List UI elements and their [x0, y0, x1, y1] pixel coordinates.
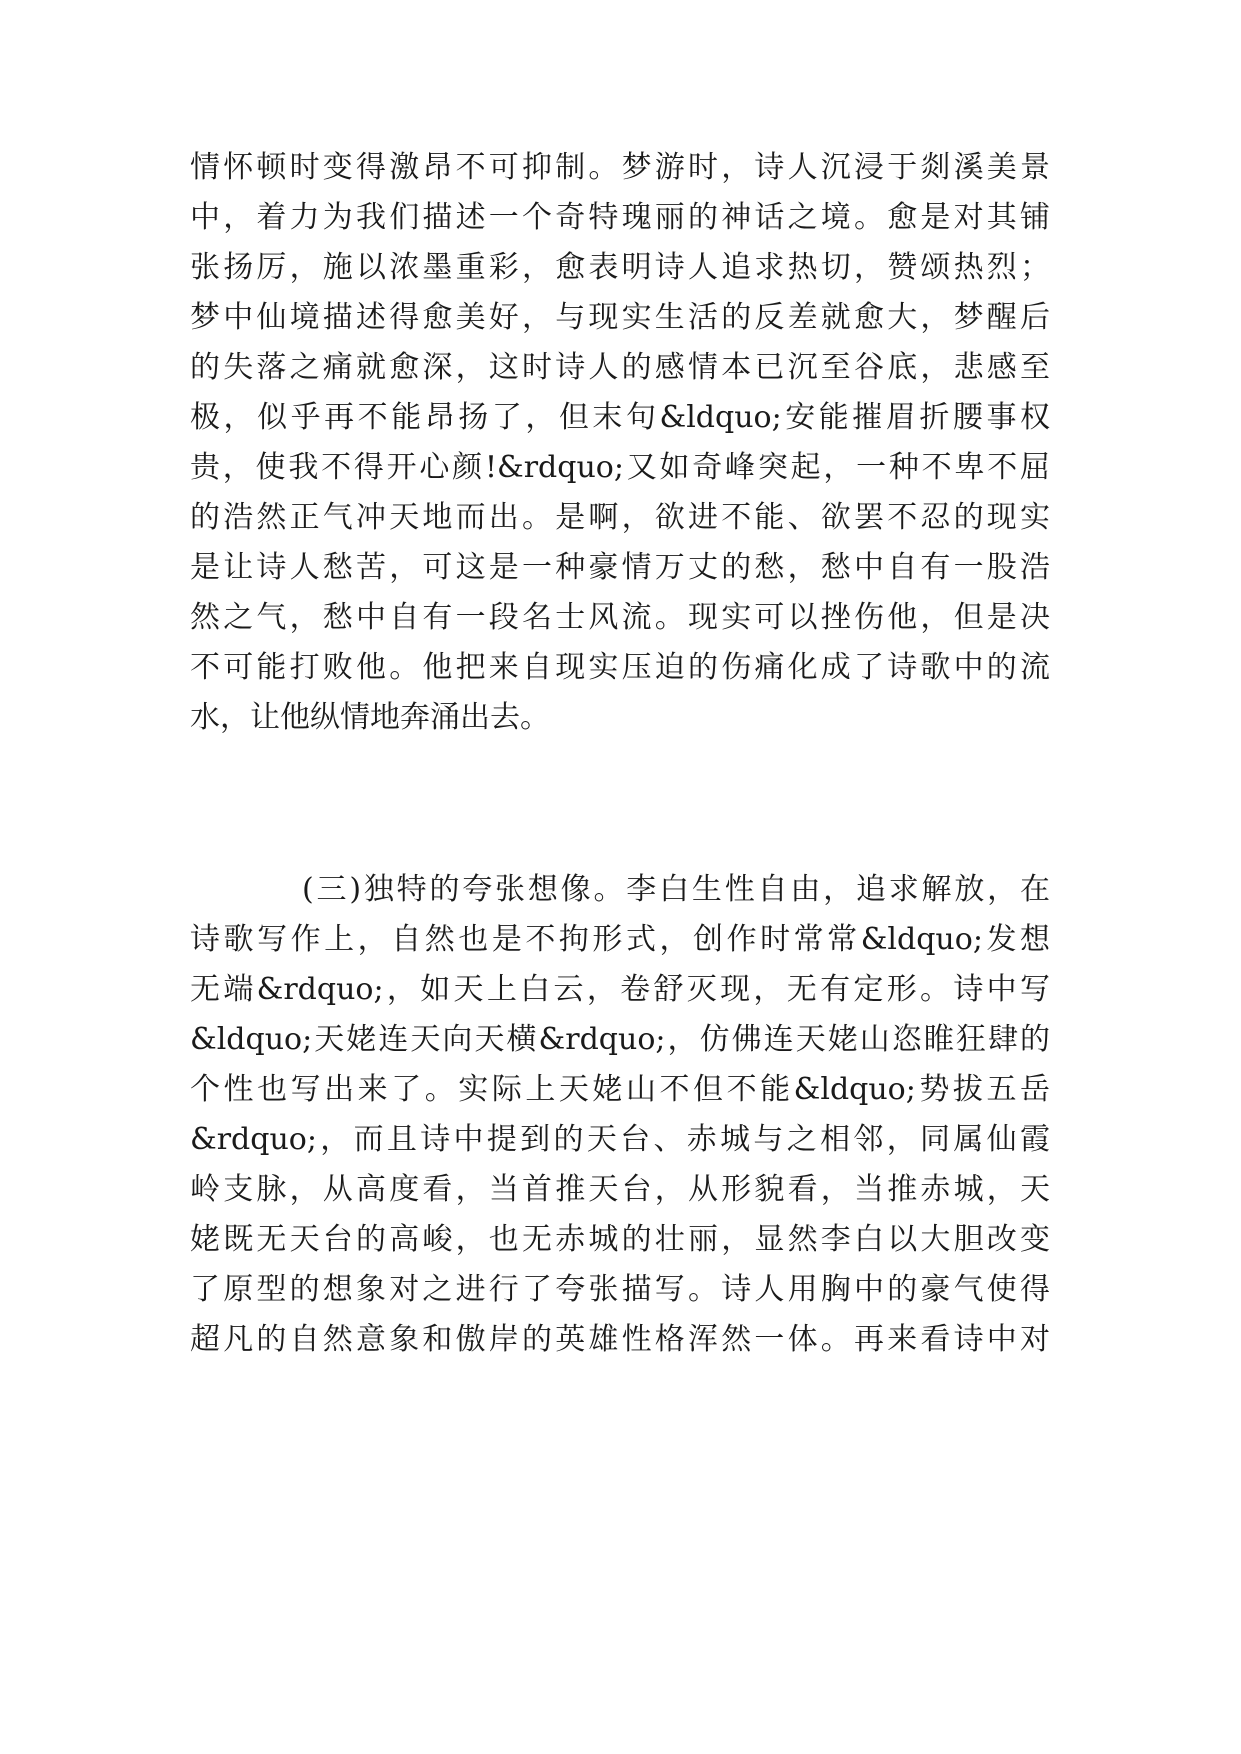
text-line: 梦中仙境描述得愈美好，与现实生活的反差就愈大，梦醒后: [190, 300, 1050, 335]
text-line: 不可能打败他。他把来自现实压迫的伤痛化成了诗歌中的流: [190, 650, 1050, 685]
text-line: 岭支脉，从高度看，当首推天台，从形貌看，当推赤城，天: [190, 1172, 1050, 1207]
text-line: 是让诗人愁苦，可这是一种豪情万丈的愁，愁中自有一股浩: [190, 550, 1050, 585]
text-line: 水，让他纵情地奔涌出去。: [190, 700, 550, 735]
text-line: 诗歌写作上，自然也是不拘形式，创作时常常&ldquo;发想: [190, 922, 1050, 957]
text-line: 的浩然正气冲天地而出。是啊，欲进不能、欲罢不忍的现实: [190, 500, 1050, 535]
text-line: 贵，使我不得开心颜!&rdquo;又如奇峰突起，一种不卑不屈: [190, 450, 1050, 485]
text-line: 然之气，愁中自有一段名士风流。现实可以挫伤他，但是决: [190, 600, 1050, 635]
text-line: 个性也写出来了。实际上天姥山不但不能&ldquo;势拔五岳: [190, 1072, 1050, 1107]
text-line: 情怀顿时变得激昂不可抑制。梦游时，诗人沉浸于剡溪美景: [190, 150, 1050, 185]
text-line: 张扬厉，施以浓墨重彩，愈表明诗人追求热切，赞颂热烈；: [190, 250, 1050, 285]
text-line: 的失落之痛就愈深，这时诗人的感情本已沉至谷底，悲感至: [190, 350, 1050, 385]
text-line: &ldquo;天姥连天向天横&rdquo;，仿佛连天姥山恣睢狂肆的: [190, 1022, 1050, 1057]
text-line: 中，着力为我们描述一个奇特瑰丽的神话之境。愈是对其铺: [190, 200, 1050, 235]
text-line: &rdquo;，而且诗中提到的天台、赤城与之相邻，同属仙霞: [190, 1122, 1050, 1157]
text-line: 姥既无天台的高峻，也无赤城的壮丽，显然李白以大胆改变: [190, 1222, 1050, 1257]
text-line: (三)独特的夸张想像。李白生性自由，追求解放，在: [302, 872, 1050, 907]
text-line: 极，似乎再不能昂扬了，但末句&ldquo;安能摧眉折腰事权: [190, 400, 1050, 435]
text-line: 了原型的想象对之进行了夸张描写。诗人用胸中的豪气使得: [190, 1272, 1050, 1307]
text-line: 无端&rdquo;，如天上白云，卷舒灭现，无有定形。诗中写: [190, 972, 1050, 1007]
text-line: 超凡的自然意象和傲岸的英雄性格浑然一体。再来看诗中对: [190, 1322, 1050, 1357]
